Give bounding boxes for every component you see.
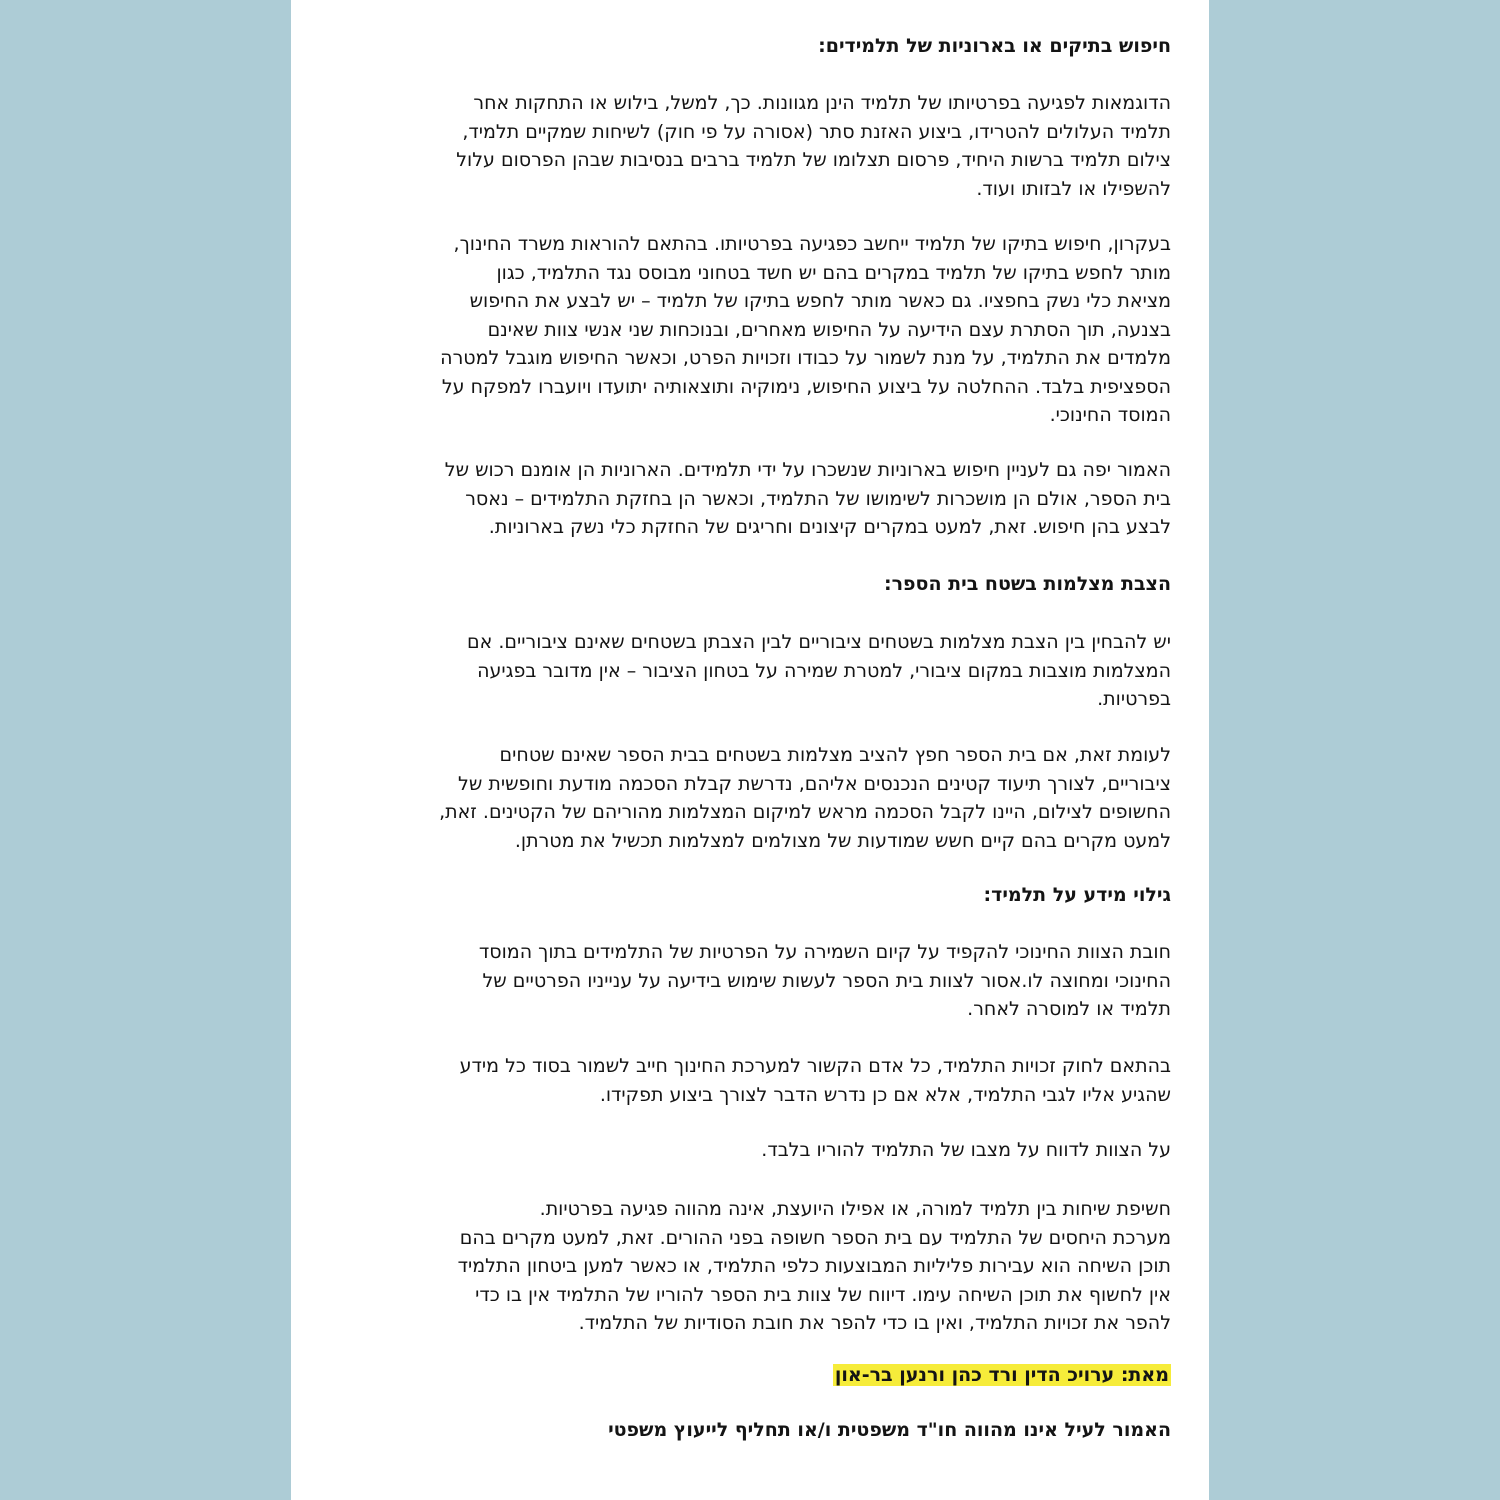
text-line: חשיפת שיחות בין תלמיד למורה, או אפילו היועצת, אינה מהווה פגיעה בפרטיות. — [539, 1198, 1171, 1220]
text-line: המוסד החינוכי. — [1049, 404, 1171, 426]
paragraph-public-cameras — [311, 628, 1171, 714]
text-line: האמור יפה גם לעניין חיפוש בארוניות שנשכרו על ידי תלמידים. הארוניות הן אומנם רכוש של — [444, 459, 1171, 481]
text-line: בהתאם לחוק זכויות התלמיד, כל אדם הקשור למערכת החינוך חייב לשמור בסוד כל מידע — [459, 1055, 1171, 1077]
legal-disclaimer: האמור לעיל אינו מהווה חו"ד משפטית ו/או תחליף לייעוץ משפטי — [608, 1419, 1171, 1441]
text-line: הספציפית בלבד. ההחלטה על ביצוע החיפוש, נימוקיה ותוצאותיה יתועדו ויועברו למפקח על — [441, 375, 1171, 398]
text-line: מותר לחפש בתיקו של תלמיד במקרים בהם יש חשד בטחוני מבוסס נגד התלמיד, כגון — [496, 261, 1171, 284]
text-line: יש להבחין בין הצבת מצלמות בשטחים ציבוריים לבין הצבתן בשטחים שאינם ציבוריים. אם — [467, 631, 1171, 653]
text-line: הדוגמאות לפגיעה בפרטיותו של תלמיד הינן מגוונות. כך, למשל, בילוש או התחקות אחר — [473, 92, 1171, 114]
paragraph-conversation-disclosure — [311, 1195, 1171, 1338]
heading-search-bags-lockers: חיפוש בתיקים או בארוניות של תלמידים: — [818, 35, 1171, 57]
text-line: מלמדים את התלמיד, על מנת לשמור על כבודו וזכויות הפרט, וכאשר החיפוש מוגבל למטרה — [440, 347, 1171, 369]
heading-cameras: הצבת מצלמות בשטח בית הספר: — [884, 573, 1171, 595]
text-line: המצלמות מוצבות במקום ציבורי, למטרת שמירה על בטחון הציבור – אין מדובר בפגיעה — [477, 659, 1171, 682]
text-line: בית הספר, אולם הן מושכרות לשימושו של התלמיד, וכאשר הן בחזקת התלמידים – נאסר — [465, 487, 1171, 510]
text-line: לעומת זאת, אם בית הספר חפץ להציב מצלמות בשטחים בבית הספר שאינם שטחים — [499, 744, 1171, 766]
paragraph-student-rights-law — [311, 1052, 1171, 1109]
text-line: על הצוות לדווח על מצבו של התלמיד להוריו בלבד. — [761, 1139, 1171, 1161]
heading-information-disclosure: גילוי מידע על תלמיד: — [983, 884, 1171, 906]
paragraph-private-cameras — [311, 741, 1171, 855]
text-line: צילום תלמיד ברשות היחיד, פרסום תצלומו של תלמיד ברבים בנסיבות שבהן הפרסום עלול — [456, 149, 1171, 171]
text-line: בפרטיות. — [1097, 688, 1171, 710]
paragraph-privacy-examples — [311, 89, 1171, 203]
text-line: להפר את זכויות התלמיד, ואין בו כדי להפר את חובת הסודיות של התלמיד. — [578, 1312, 1171, 1334]
document-page — [291, 0, 1209, 1500]
author-line — [311, 1361, 1171, 1389]
text-line: תוכן השיחה הוא עבירות פליליות המבוצעות כלפי התלמיד, או כאשר למען ביטחון התלמיד — [457, 1255, 1171, 1277]
text-line: תלמיד העלולים להטרידו, ביצוע האזנת סתר (אסורה על פי חוק) לשיחות שמקיים תלמיד, — [462, 120, 1171, 143]
paragraph-staff-duty — [311, 938, 1171, 1024]
text-line: בצנעה, תוך הסתרת עצם הידיעה על החיפוש מאחרים, ובנוכחות שני אנשי צוות שאינם — [487, 318, 1171, 341]
text-line: בעקרון, חיפוש בתיקו של תלמיד ייחשב כפגיעה בפרטיותו. בהתאם להוראות משרד החינוך, — [453, 233, 1171, 255]
paragraph-bag-search-rules — [311, 230, 1171, 430]
text-line: אין לחשוף את תוכן השיחה עימו. דיווח של צוות בית הספר להוריו של התלמיד אין בו כדי — [475, 1283, 1171, 1306]
text-line: ציבוריים, לצורך תיעוד קטינים הנכנסים אליהם, נדרשת קבלת הסכמה מודעת וחופשית של — [458, 772, 1171, 795]
text-line: לבצע בהן חיפוש. זאת, למעט במקרים קיצונים וחריגים של החזקת כלי נשק בארוניות. — [488, 516, 1171, 538]
text-line: מערכת היחסים של התלמיד עם בית הספר חשופה בפני ההורים. זאת, למעט מקרים בהם — [459, 1226, 1171, 1249]
text-line: תלמיד או למוסרה לאחר. — [967, 998, 1171, 1020]
text-line: חובת הצוות החינוכי להקפיד על קיום השמירה על הפרטיות של התלמידים בתוך המוסד — [478, 941, 1171, 963]
text-line: למעט מקרים בהם קיים חשש שמודעות של מצולמים למצלמות תכשיל את מטרתן. — [514, 829, 1171, 852]
text-line: מציאת כלי נשק בחפציו. גם כאשר מותר לחפש בתיקו של תלמיד – יש לבצע את החיפוש — [469, 290, 1171, 312]
text-line: להשפילו או לבזותו ועוד. — [976, 177, 1171, 200]
paragraph-report-to-parents — [311, 1136, 1171, 1165]
text-line: החשופים לצילום, היינו לקבל הסכמה מראש למיקום המצלמות מהוריהם של הקטינים. זאת, — [439, 801, 1171, 823]
text-line: שהגיע אליו לגבי התלמיד, אלא אם כן נדרש הדבר לצורך ביצוע תפקידו. — [599, 1083, 1171, 1106]
text-line: החינוכי ומחוצה לו.אסור לצוות בית הספר לעשות שימוש בידיעה על ענייניו הפרטיים של — [482, 969, 1171, 992]
paragraph-lockers — [311, 456, 1171, 542]
author-highlight: מאת: ערויכ הדין ורד כהן ורנען בר-און — [834, 1364, 1169, 1386]
